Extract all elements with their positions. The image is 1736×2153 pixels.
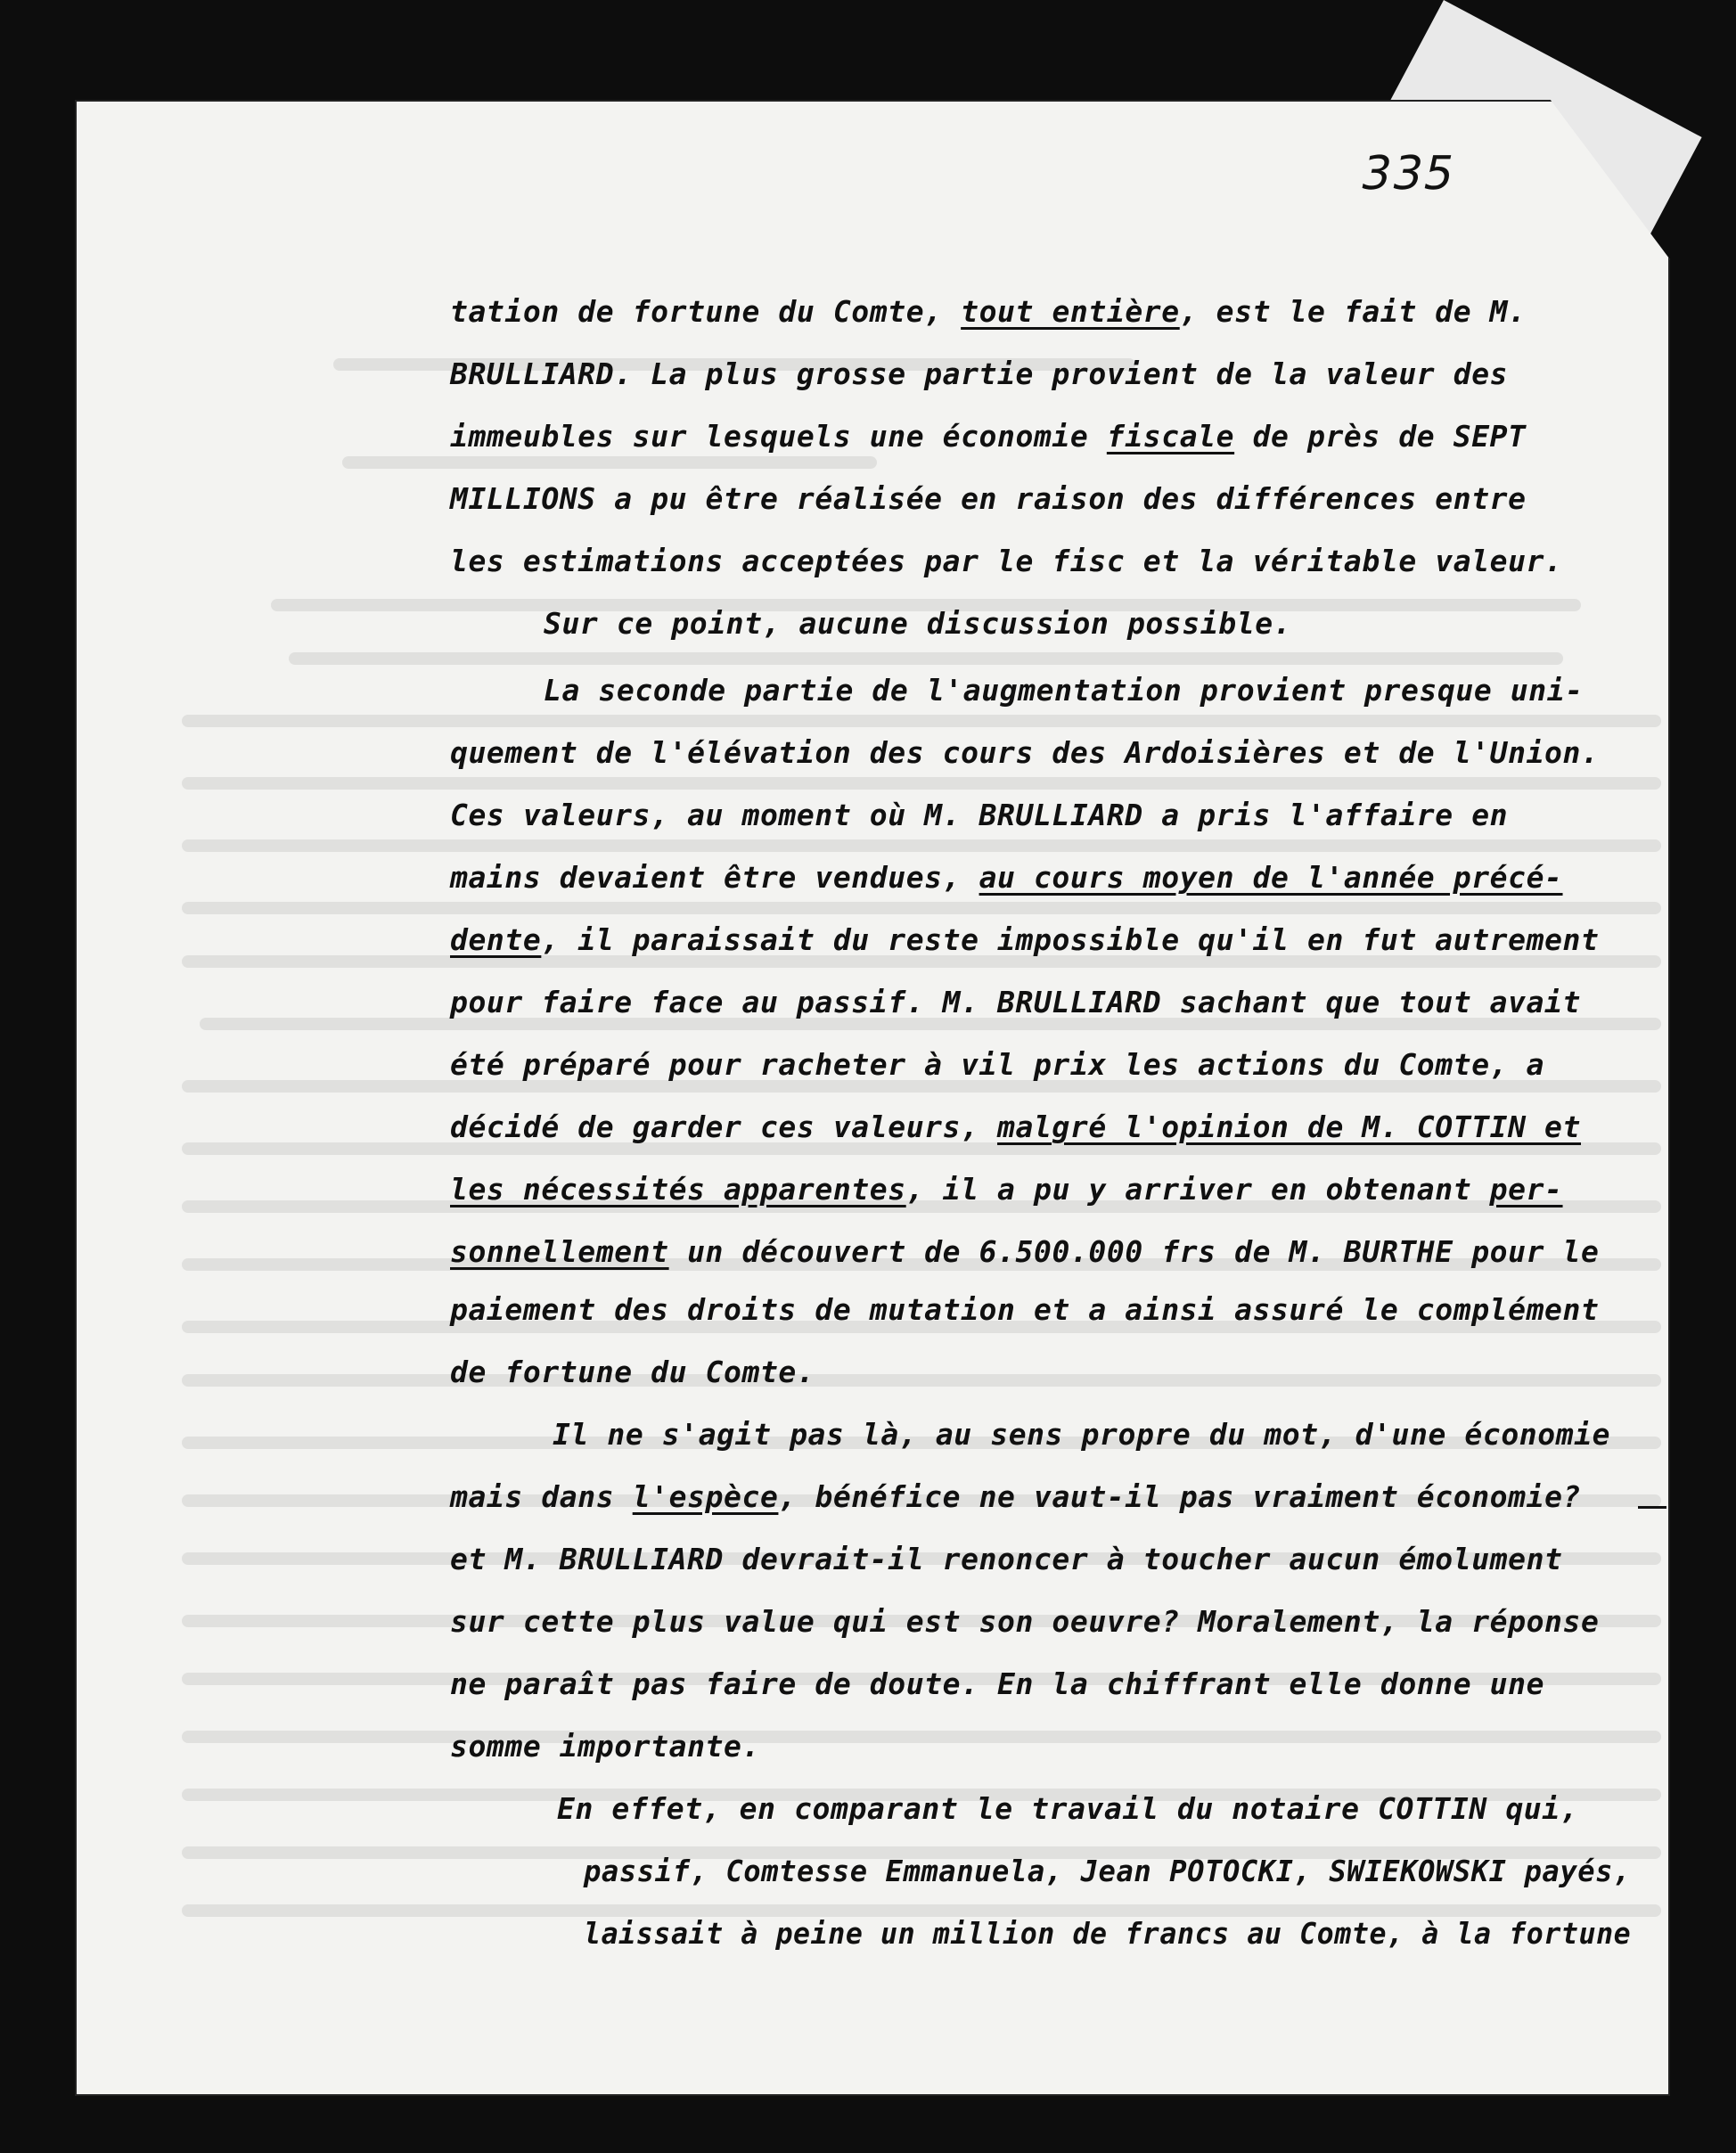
text-line [557,1791,1578,1826]
text-line [450,1729,760,1764]
text-line [450,1292,1599,1327]
text-segment: passif, Comtesse Emmanuela, Jean POTOCKI, SWIEKOWSKI payés, [584,1854,1631,1888]
text-segment: somme importante. [450,1729,760,1764]
underlined-text: les nécessités apparentes [450,1172,906,1207]
underlined-text: per- [1489,1172,1563,1207]
text-segment: , il paraissait du reste impossible qu'il en fut autrement [541,922,1600,957]
text-line [584,1916,1631,1951]
text-segment: les estimations acceptées par le fisc et la véritable valeur. [450,544,1563,578]
underlined-text: l'espèce [632,1479,779,1514]
underlined-text: tout entière [961,294,1180,329]
text-segment: Sur ce point, aucune discussion possible. [544,606,1292,641]
text-segment: Ces valeurs, au moment où M. BRULLIARD a pris l'affaire en [450,798,1509,832]
text-segment: de fortune du Comte. [450,1355,815,1389]
text-segment: Il ne s'agit pas là, au sens propre du mot, d'une économie [553,1417,1611,1452]
text-line [584,1854,1631,1888]
underlined-text: sonnellement [450,1234,669,1269]
text-line [450,481,1527,516]
text-line [450,798,1508,832]
underlined-text: dente [450,922,542,957]
text-line [450,1047,1544,1082]
text-segment: mains devaient être vendues, [450,860,979,895]
text-line [450,735,1599,770]
text-line [544,606,1291,641]
text-line [450,1355,815,1389]
text-segment: tation de fortune du Comte, [450,294,962,329]
text-line [450,1479,1581,1514]
text-line [450,985,1581,1019]
text-segment: En effet, en comparant le travail du notaire COTTIN qui, [557,1791,1579,1826]
underlined-text: au cours moyen de l'année précé- [979,860,1563,895]
text-segment: La seconde partie de l'augmentation provient presque uni- [544,673,1584,708]
text-line [450,1109,1581,1144]
text-segment: MILLIONS a pu être réalisée en raison des différences entre [450,481,1527,516]
text-line [450,294,1527,329]
text-line [450,1234,1599,1269]
underlined-text: malgré l'opinion de M. COTTIN et [997,1109,1581,1144]
text-segment: et M. BRULLIARD devrait-il renoncer à toucher aucun émolument [450,1542,1563,1576]
text-segment: pour faire face au passif. M. BRULLIARD sachant que tout avait [450,985,1581,1019]
text-line [544,673,1584,708]
text-segment: , il a pu y arriver en obtenant [905,1172,1490,1207]
text-segment: paiement des droits de mutation et a ainsi assuré le complément [450,1292,1600,1327]
text-segment: laissait à peine un million de francs au Comte, à la fortune [584,1916,1632,1951]
text-line [450,922,1599,957]
text-line [450,1542,1563,1576]
text-segment: immeubles sur lesquels une économie [450,419,1107,454]
text-line [553,1417,1610,1452]
text-segment: mais dans [450,1479,633,1514]
text-line [450,1604,1599,1639]
text-line [450,1666,1544,1701]
page-number: 335 [1355,147,1462,201]
text-segment: , bénéfice ne vaut-il pas vraiment économie? [778,1479,1582,1514]
text-segment: de près de SEPT [1234,419,1527,454]
underlined-text: fiscale [1106,419,1235,454]
text-segment: un découvert de 6.500.000 frs de M. BURTHE pour le [668,1234,1600,1269]
text-line [450,419,1527,454]
text-line [450,544,1563,578]
text-segment: décidé de garder ces valeurs, [450,1109,998,1144]
text-line [450,356,1508,391]
text-line [450,860,1563,895]
text-segment: sur cette plus value qui est son oeuvre? Moralement, la réponse [450,1604,1600,1639]
text-line [450,1172,1563,1207]
text-segment: ne paraît pas faire de doute. En la chiffrant elle donne une [450,1666,1545,1701]
text-segment: , est le fait de M. [1179,294,1527,329]
margin-mark [1638,1506,1666,1509]
text-segment: BRULLIARD. La plus grosse partie provient de la valeur des [450,356,1509,391]
text-segment: quement de l'élévation des cours des Ardoisières et de l'Union. [450,735,1600,770]
text-segment: été préparé pour racheter à vil prix les actions du Comte, a [450,1047,1545,1082]
